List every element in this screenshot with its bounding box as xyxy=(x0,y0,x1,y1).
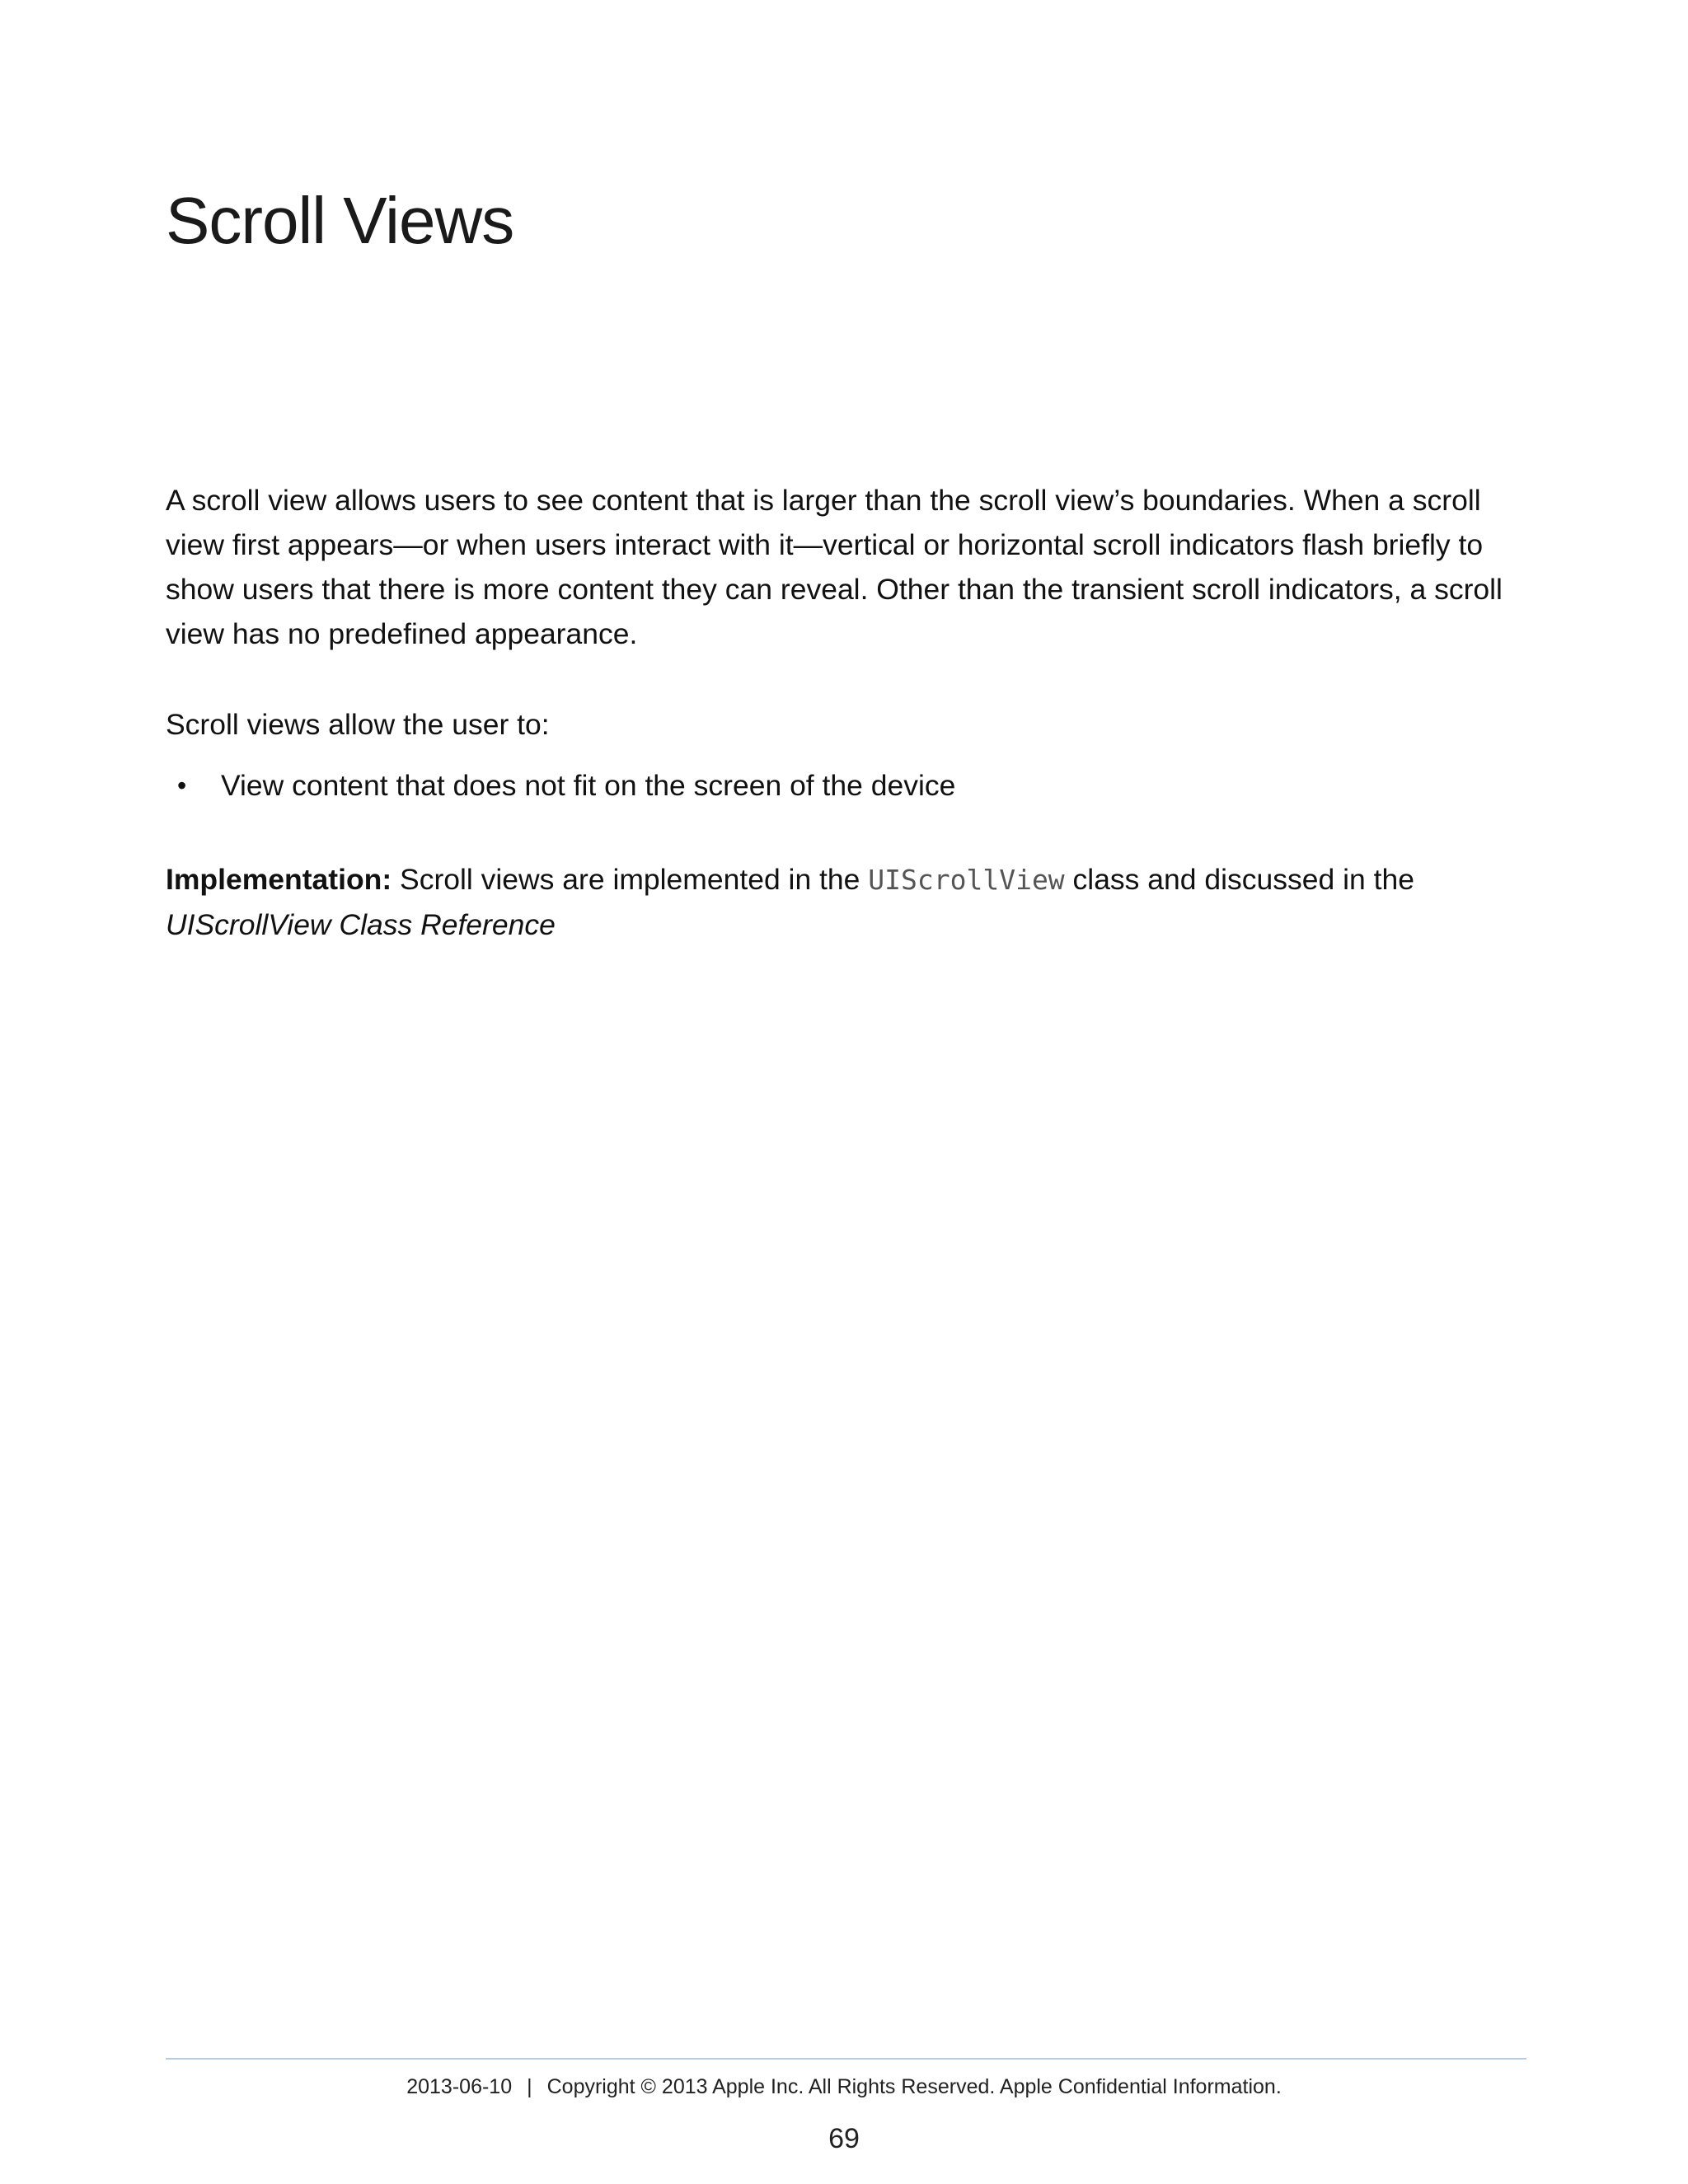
document-body xyxy=(166,478,1534,947)
class-name-code: UIScrollView xyxy=(868,864,1065,896)
implementation-label: Implementation: xyxy=(166,863,392,896)
reference-link[interactable]: UIScrollView Class Reference xyxy=(166,908,556,941)
implementation-paragraph xyxy=(166,857,1534,947)
intro-paragraph: A scroll view allows users to see content that is larger than the scroll view’s boundaries. When a scroll view first appears—or when users interact with it—vertical or horizontal scroll indicators flash briefly to show users that there is more content they can reveal. Other than the transient scroll indicators, a scroll view has no predefined appearance. xyxy=(166,484,1503,650)
footer-date: 2013-06-10 xyxy=(406,2075,513,2098)
list-item-text: View content that does not fit on the screen of the device xyxy=(221,769,956,802)
footer-divider xyxy=(166,2058,1526,2060)
page-number: 69 xyxy=(828,2123,860,2154)
bullet-icon: • xyxy=(177,771,187,800)
list-item xyxy=(166,763,1534,808)
lead-in-text: Scroll views allow the user to: xyxy=(166,708,550,741)
implementation-text-before: Scroll views are implemented in the xyxy=(392,863,869,896)
implementation-text-after: class and discussed in the xyxy=(1064,863,1414,896)
bullet-list xyxy=(166,763,1534,808)
footer-copyright: Copyright © 2013 Apple Inc. All Rights Reserved. Apple Confidential Information. xyxy=(546,2075,1282,2098)
footer xyxy=(0,2073,1688,2101)
footer-separator: | xyxy=(527,2075,532,2098)
page-title: Scroll Views xyxy=(166,184,514,257)
